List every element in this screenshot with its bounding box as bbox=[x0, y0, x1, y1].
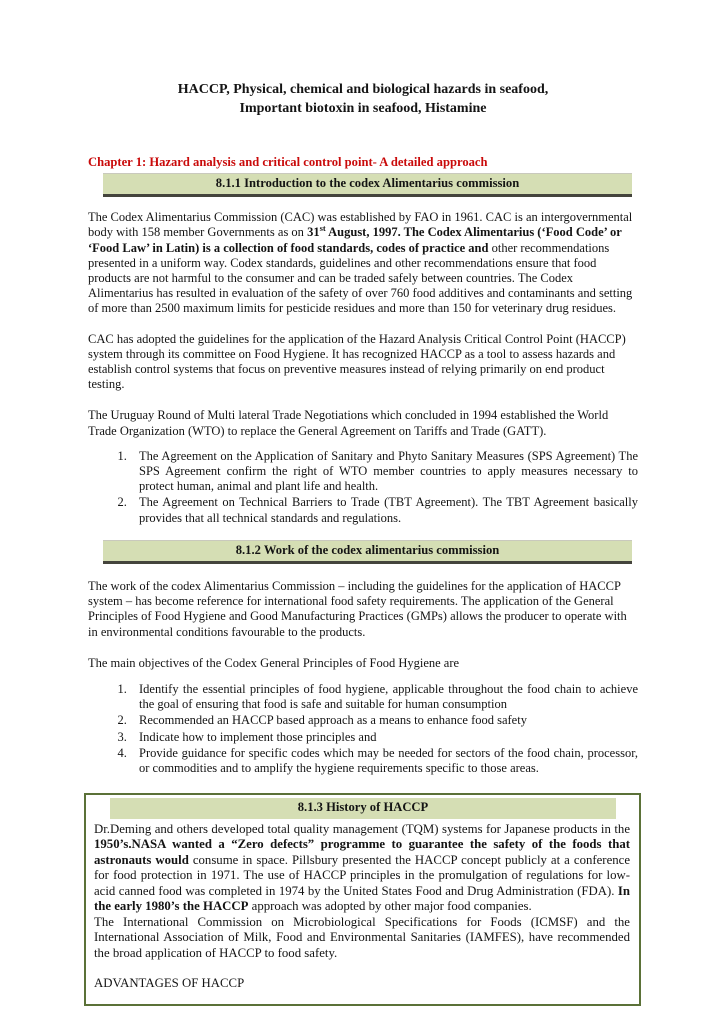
list-item-implement-principles: 3. Indicate how to implement those principles and bbox=[130, 730, 638, 745]
title-line-1: HACCP, Physical, chemical and biological hazards in seafood, bbox=[177, 82, 549, 97]
history-of-haccp-box bbox=[84, 793, 641, 1005]
chapter-heading: Chapter 1: Hazard analysis and critical control point- A detailed approach bbox=[88, 155, 488, 169]
section-header-8-1-1: 8.1.1 Introduction to the codex Alimentarius commission bbox=[103, 173, 632, 197]
paragraph-cac-intro: The Codex Alimentarius Commission (CAC) was established by FAO in 1961. CAC is an intergovernmental body with 158 member Governments as on 31st August, 1997. The Codex Alimentarius (‘Food Code’ or ‘Food Law’ in Latin) is a collection of food standards, codes of practice and other recommendations presented in a uniform way. Codex standards, guidelines and other recommendations ensure that food products are not harmful to the consumer and can be traded safely between countries. The Codex Alimentarius has resulted in evaluation of the safety of over 760 food additives and contaminants and setting of more than 2500 maximum limits for pesticide residues and more than 150 for veterinary drug residues. bbox=[88, 210, 633, 316]
advantages-of-haccp-label: ADVANTAGES OF HACCP bbox=[94, 976, 245, 990]
title-line-2: Important biotoxin in seafood, Histamine bbox=[239, 101, 487, 116]
objectives-list bbox=[88, 682, 638, 776]
paragraph-haccp-history: Dr.Deming and others developed total quality management (TQM) systems for Japanese products in the 1950’s.NASA wanted a “Zero defects” programme to guarantee the safety of the foods that astronauts would consume in space. Pillsbury presented the HACCP concept publicly at a conference for food protection in 1971. The use of HACCP principles in the promulgation of regulations for low-acid canned food was completed in 1974 by the United States Food and Drug Administration (FDA). In the early 1980’s the HACCP approach was adopted by other major food companies. bbox=[94, 821, 631, 913]
section-header-8-1-3: 8.1.3 History of HACCP bbox=[110, 798, 616, 818]
document-title bbox=[88, 80, 638, 118]
list-item-tbt-agreement: 2. The Agreement on Technical Barriers to Trade (TBT Agreement). The TBT Agreement basically provides that all technical standards and regulations. bbox=[130, 495, 638, 525]
list-item-sps-agreement: 1. The Agreement on the Application of Sanitary and Phyto Sanitary Measures (SPS Agreement) The SPS Agreement confirm the right of WTO member countries to apply measures necessary to protect human, animal and plant life and health. bbox=[130, 449, 638, 495]
agreements-list bbox=[88, 449, 638, 526]
list-item-provide-guidance: 4. Provide guidance for specific codes which may be needed for sectors of the food chain, processor, or commodities and to amplify the hygiene requirements specific to those areas. bbox=[130, 746, 638, 776]
list-item-haccp-approach: 2. Recommended an HACCP based approach as a means to enhance food safety bbox=[130, 713, 638, 728]
paragraph-main-objectives: The main objectives of the Codex General Principles of Food Hygiene are bbox=[88, 655, 460, 670]
paragraph-uruguay-round: The Uruguay Round of Multi lateral Trade Negotiations which concluded in 1994 established the World Trade Organization (WTO) to replace the General Agreement on Tariffs and Trade (GATT). bbox=[88, 408, 609, 438]
paragraph-cac-guidelines: CAC has adopted the guidelines for the application of the Hazard Analysis Critical Control Point (HACCP) system through its committee on Food Hygiene. It has recognized HACCP as a tool to assess hazards and establish control systems that focus on preventive measures instead of relying primarily on end product testing. bbox=[88, 331, 626, 392]
list-item-identify-principles: 1. Identify the essential principles of food hygiene, applicable throughout the food chain to achieve the goal of ensuring that food is safe and suitable for human consumption bbox=[130, 682, 638, 712]
section-header-8-1-2: 8.1.2 Work of the codex alimentarius commission bbox=[103, 540, 632, 564]
paragraph-icmsf: The International Commission on Microbiological Specifications for Foods (ICMSF) and the International Association of Milk, Food and Environmental Sanitaries (IAMFES), have recommended the broad application of HACCP to food safety. bbox=[94, 914, 630, 960]
paragraph-codex-work: The work of the codex Alimentarius Commission – including the guidelines for the application of HACCP system – has become reference for international food safety requirements. The application of the General Principles of Food Hygiene and Good Manufacturing Practices (GMPs) allows the producer to operate with in environmental conditions favourable to the products. bbox=[88, 579, 627, 639]
